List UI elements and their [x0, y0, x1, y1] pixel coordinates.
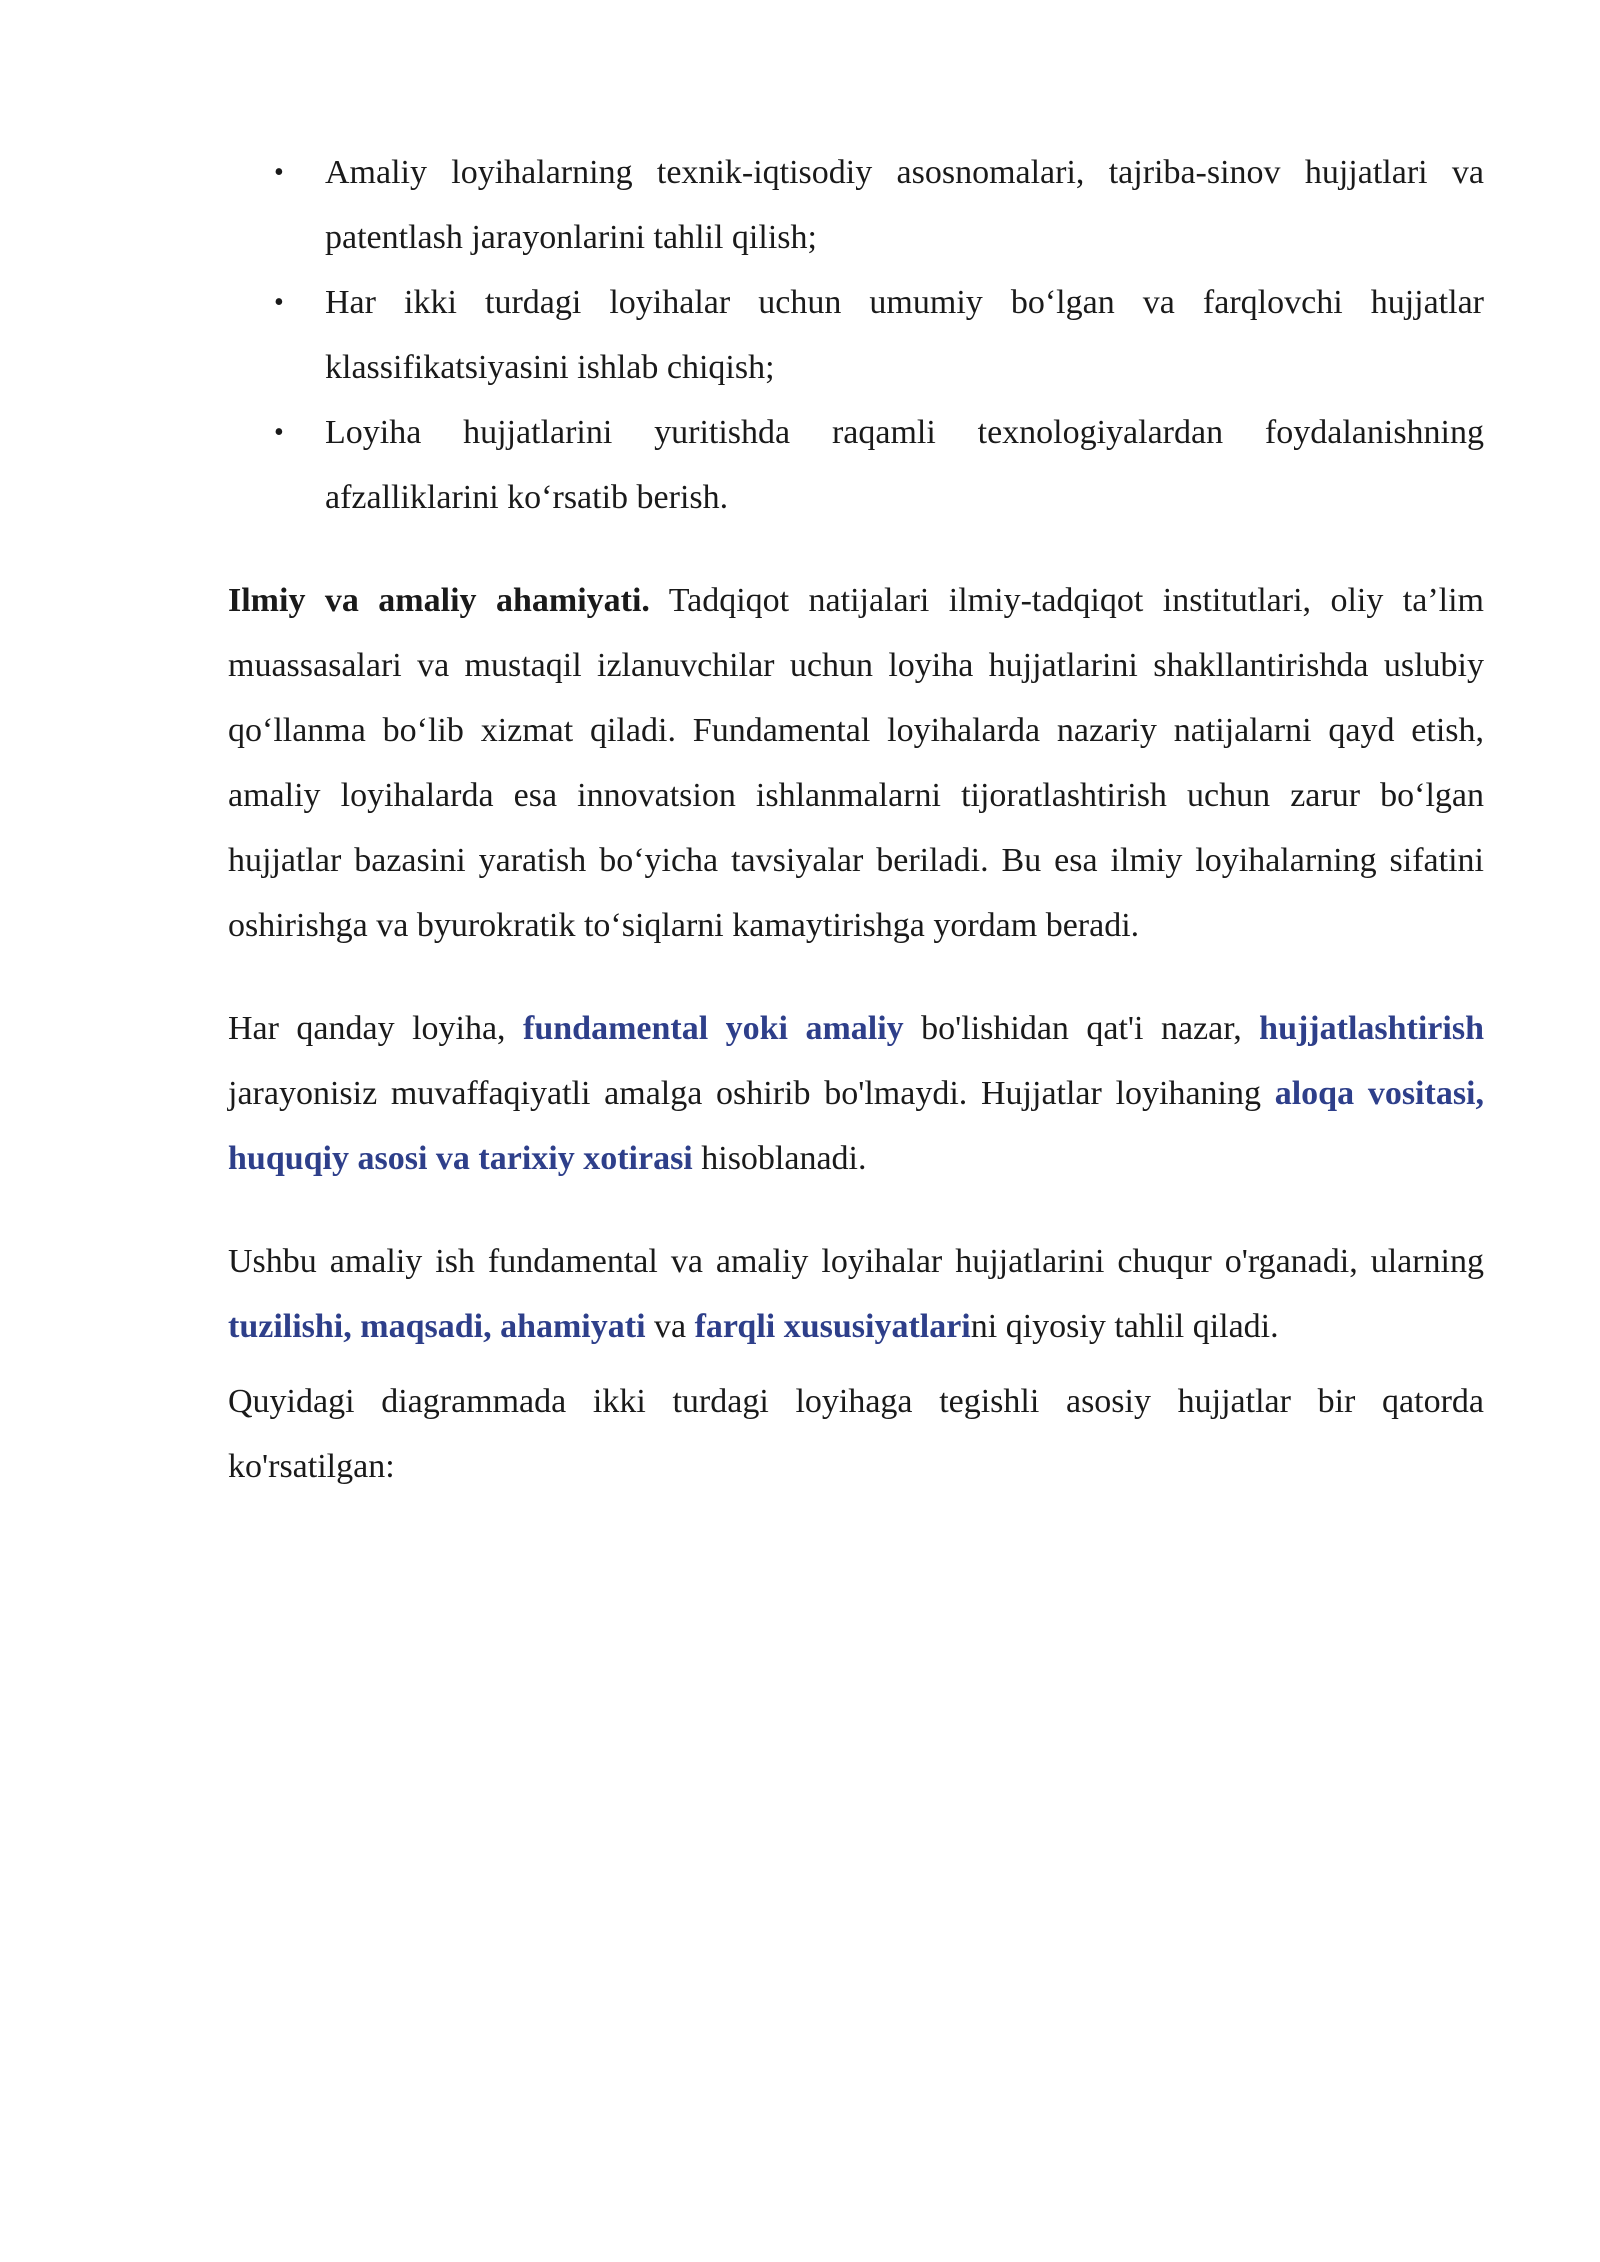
bullet-item [228, 400, 1484, 530]
highlight-text: farqli xususiyatlari [694, 1308, 971, 1345]
bullet-item [228, 270, 1484, 400]
highlight-text: tuzilishi, maqsadi, ahamiyati [228, 1308, 646, 1345]
bullet-item [228, 140, 1484, 270]
bullet-icon: • [274, 287, 284, 318]
scientific-significance-paragraph [228, 568, 1484, 958]
highlight-text: aloqa vositasi, huquqiy asosi va tarixiy xotirasi [228, 1075, 1484, 1177]
highlight-text: fundamental yoki amaliy [523, 1010, 904, 1047]
paragraph-text: Quyidagi diagrammada ikki turdagi loyihaga tegishli asosiy hujjatlar bir qatorda ko'rsatilgan: [228, 1383, 1484, 1485]
document-page [228, 140, 1484, 1499]
diagram-intro-paragraph [228, 1369, 1484, 1499]
highlight-text: hujjatlashtirish [1259, 1010, 1484, 1047]
paragraph-text: Har qanday loyiha, [228, 1010, 524, 1047]
bullet-list [228, 140, 1484, 530]
bullet-icon: • [274, 417, 284, 448]
paragraph-text: Tadqiqot natijalari ilmiy-tadqiqot institutlari, oliy ta’lim muassasalari va mustaqil izlanuvchilar uchun loyiha hujjatlarini shakllantirishda uslubiy qo‘llanma bo‘lib xizmat qiladi. Fundamental loyihalarda nazariy natijalarni qayd etish, amaliy loyihalarda esa innovatsion ishlanmalarni tijoratlashtirish uchun zarur bo‘lgan hujjatlar bazasini yaratish bo‘yicha tavsiyalar beriladi. Bu esa ilmiy loyihalarning sifatini oshirishga va byurokratik to‘siqlarni kamaytirishga yordam beradi. [228, 582, 1484, 944]
bullet-text: Har ikki turdagi loyihalar uchun umumiy bo‘lgan va farqlovchi hujjatlar klassifikatsiyasini ishlab chiqish; [325, 284, 1484, 386]
paragraph-text: hisoblanadi. [692, 1140, 867, 1177]
paragraph-text: ni qiyosiy tahlil qiladi. [970, 1308, 1279, 1345]
work-scope-paragraph [228, 1229, 1484, 1359]
paragraph-text: jarayonisiz muvaffaqiyatli amalga oshirib bo'lmaydi. Hujjatlar loyihaning [228, 1075, 1275, 1112]
bullet-text: Amaliy loyihalarning texnik-iqtisodiy asosnomalari, tajriba-sinov hujjatlari va patentlash jarayonlarini tahlil qilish; [325, 154, 1484, 256]
paragraph-text: bo'lishidan qat'i nazar, [903, 1010, 1260, 1047]
documentation-paragraph [228, 996, 1484, 1191]
bullet-icon: • [274, 157, 284, 188]
paragraph-text: Ushbu amaliy ish fundamental va amaliy loyihalar hujjatlarini chuqur o'rganadi, ularning [228, 1243, 1484, 1280]
paragraph-text: va [645, 1308, 695, 1345]
section-heading: Ilmiy va amaliy ahamiyati. [228, 582, 650, 619]
bullet-text: Loyiha hujjatlarini yuritishda raqamli texnologiyalardan foydalanishning afzalliklarini ko‘rsatib berish. [325, 414, 1484, 516]
